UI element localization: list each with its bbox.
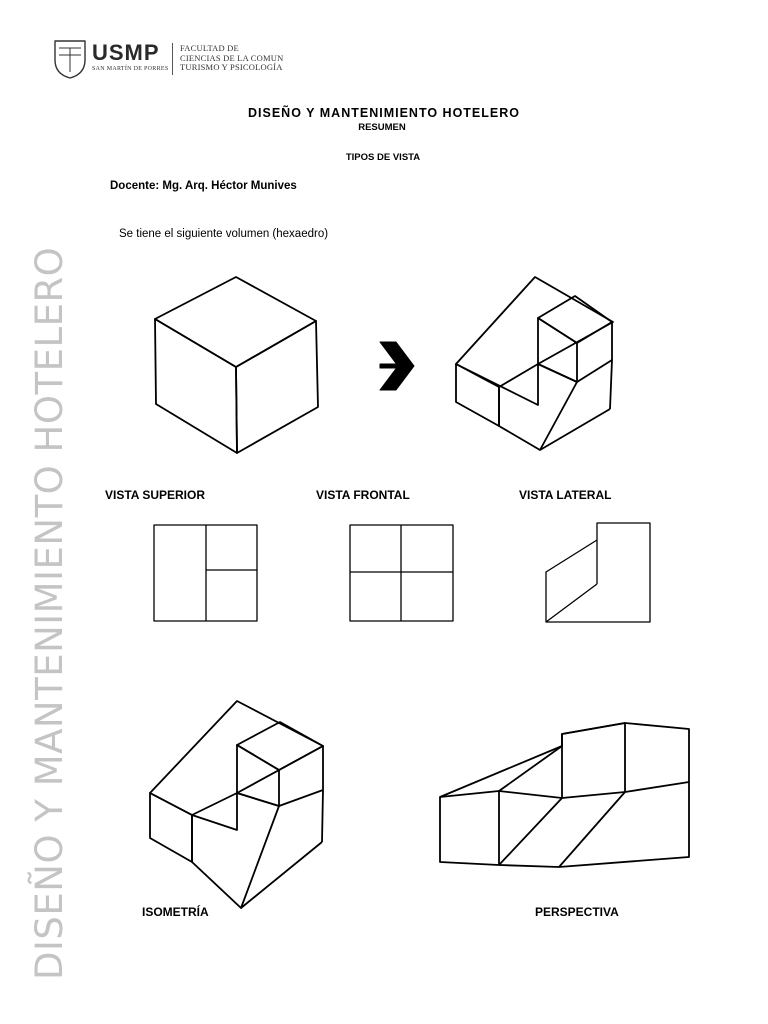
faculty-line: FACULTAD DE [180, 43, 239, 53]
faculty-line: TURISMO Y PSICOLOGÍA [180, 62, 283, 72]
teacher-name: Docente: Mg. Arq. Héctor Munives [110, 180, 297, 192]
intro-text: Se tiene el siguiente volumen (hexaedro) [119, 228, 329, 240]
faculty-line: CIENCIAS DE LA COMUN [180, 52, 284, 63]
top-view-label: VISTA SUPERIOR [105, 488, 206, 502]
institution-subtitle: SAN MARTÍN DE PORRES [92, 66, 169, 72]
document-subtitle: RESUMEN [358, 122, 406, 133]
perspective-label: PERSPECTIVA [535, 905, 619, 919]
front-view-label: VISTA FRONTAL [316, 488, 410, 502]
section-title: TIPOS DE VISTA [345, 152, 421, 163]
side-view-label: VISTA LATERAL [519, 488, 612, 502]
document-title: DISEÑO Y MANTENIMIENTO HOTELERO [248, 106, 520, 120]
isometric-label: ISOMETRÍA [142, 905, 209, 919]
sidebar-title: DISEÑO Y MANTENIMIENTO HOTELERO [28, 246, 71, 980]
institution-name: USMP [92, 40, 160, 65]
